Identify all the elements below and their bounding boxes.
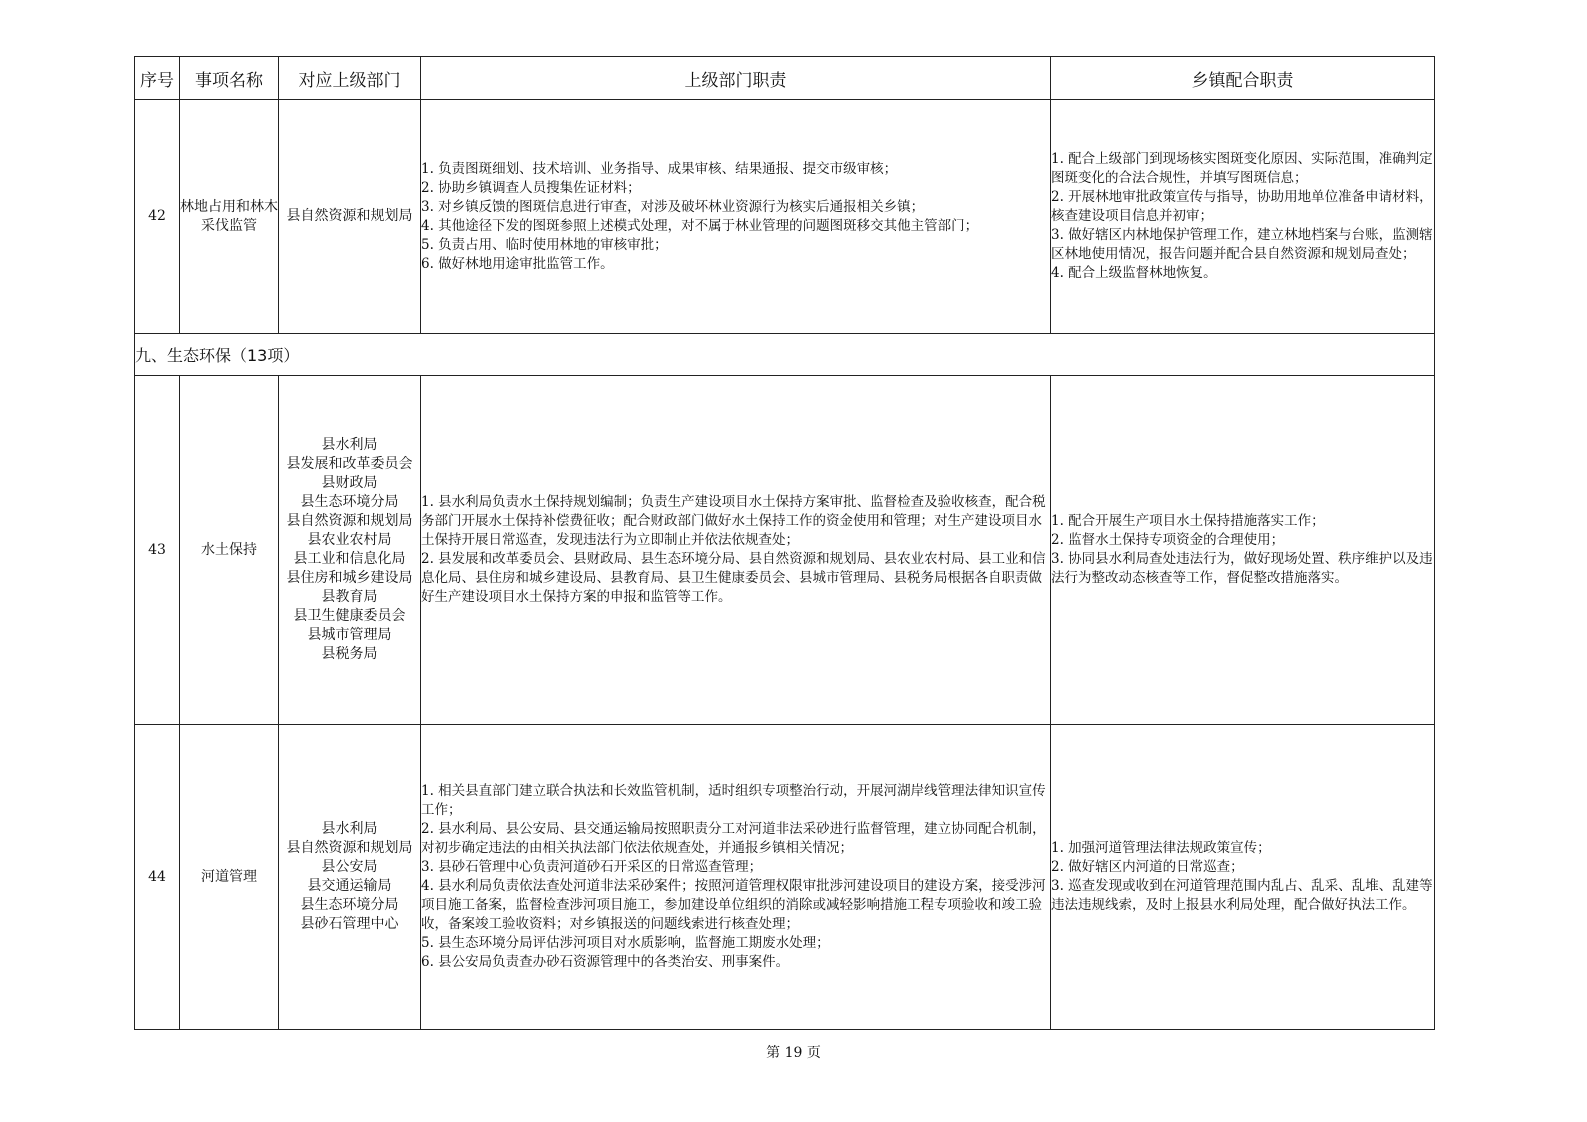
duty-line: 3. 县砂石管理中心负责河道砂石开采区的日常巡查管理；	[421, 859, 763, 875]
section-title: 九、生态环保（13项）	[135, 334, 1435, 376]
section-row	[135, 334, 1435, 376]
table-header-row	[135, 57, 1435, 100]
row-serial: 43	[135, 376, 180, 725]
department-line: 县城市管理局	[307, 627, 392, 643]
duty-line: 2. 县水利局、县公安局、县交通运输局按照职责分工对河道非法采砂进行监督管理，建立协同配合机制，对初步确定违法的由相关执法部门依法依规查处，并通报乡镇相关情况；	[421, 821, 1046, 856]
row-serial: 42	[135, 100, 180, 334]
row-item-name: 河道管理	[180, 725, 279, 1030]
duty-line: 6. 县公安局负责查办砂石资源管理中的各类治安、刑事案件。	[421, 954, 790, 970]
row-item-name: 林地占用和林木采伐监管	[180, 100, 279, 334]
duty-line: 1. 配合上级部门到现场核实图斑变化原因、实际范围，准确判定图斑变化的合法合规性，并填写图斑信息；	[1051, 151, 1433, 186]
row-departments	[279, 100, 421, 334]
row-upper-duties	[421, 100, 1051, 334]
department-line: 县水利局	[321, 437, 378, 453]
department-line: 县住房和城乡建设局	[286, 570, 413, 586]
department-line: 县生态环境分局	[300, 897, 399, 913]
row-departments	[279, 376, 421, 725]
table-row	[135, 376, 1435, 725]
duty-line: 2. 开展林地审批政策宣传与指导，协助用地单位准备申请材料，核查建设项目信息并初审；	[1051, 189, 1433, 224]
duty-line: 1. 加强河道管理法律法规政策宣传；	[1051, 840, 1271, 856]
duty-line: 2. 协助乡镇调查人员搜集佐证材料；	[421, 179, 641, 196]
header-serial: 序号	[135, 57, 180, 100]
duty-line: 5. 负责占用、临时使用林地的审核审批；	[421, 236, 668, 253]
duty-line: 3. 协同县水利局查处违法行为，做好现场处置、秩序维护以及违法行为整改动态核查等工作，督促整改措施落实。	[1051, 551, 1433, 586]
duty-line: 3. 做好辖区内林地保护管理工作，建立林地档案与台账，监测辖区林地使用情况，报告问题并配合县自然资源和规划局查处；	[1051, 227, 1433, 262]
duty-line: 6. 做好林地用途审批监管工作。	[421, 255, 614, 272]
table-row	[135, 725, 1435, 1030]
department-line: 县水利局	[321, 821, 378, 837]
header-town-duties: 乡镇配合职责	[1051, 57, 1435, 100]
header-upper-department: 对应上级部门	[279, 57, 421, 100]
department-line: 县生态环境分局	[300, 494, 399, 510]
duty-line: 3. 对乡镇反馈的图斑信息进行审查，对涉及破坏林业资源行为核实后通报相关乡镇；	[421, 198, 925, 215]
duty-line: 3. 巡查发现或收到在河道管理范围内乱占、乱采、乱堆、乱建等违法违规线索，及时上报县水利局处理，配合做好执法工作。	[1051, 878, 1433, 913]
row-upper-duties	[421, 725, 1051, 1030]
row-item-name: 水土保持	[180, 376, 279, 725]
row-town-duties	[1051, 100, 1435, 334]
department-line: 县税务局	[321, 646, 378, 662]
duty-line: 1. 配合开展生产项目水土保持措施落实工作；	[1051, 513, 1325, 529]
department-line: 县自然资源和规划局	[286, 513, 413, 529]
row-town-duties	[1051, 725, 1435, 1030]
department-line: 县发展和改革委员会	[286, 456, 413, 472]
duty-line: 2. 县发展和改革委员会、县财政局、县生态环境分局、县自然资源和规划局、县农业农村局、县工业和信息化局、县住房和城乡建设局、县教育局、县卫生健康委员会、县城市管理局、县税务局根据各自职责做好生产建设项目水土保持方案的申报和监管等工作。	[421, 551, 1046, 605]
page-number: 第 19 页	[766, 1045, 821, 1061]
duty-line: 2. 监督水土保持专项资金的合理使用；	[1051, 532, 1285, 548]
row-upper-duties	[421, 376, 1051, 725]
row-serial: 44	[135, 725, 180, 1030]
duty-line: 5. 县生态环境分局评估涉河项目对水质影响，监督施工期废水处理；	[421, 935, 830, 951]
header-item-name: 事项名称	[180, 57, 279, 100]
header-upper-duties: 上级部门职责	[421, 57, 1051, 100]
duty-line: 4. 配合上级监督林地恢复。	[1051, 265, 1217, 281]
duty-line: 1. 负责图斑细划、技术培训、业务指导、成果审核、结果通报、提交市级审核；	[421, 160, 898, 177]
department-line: 县自然资源和规划局	[286, 208, 413, 224]
duty-line: 1. 县水利局负责水土保持规划编制；负责生产建设项目水土保持方案审批、监督检查及验收核查，配合税务部门开展水土保持补偿费征收；配合财政部门做好水土保持工作的资金使用和管理；对生产建设项目水土保持开展日常巡查，发现违法行为立即制止并依法依规查处；	[421, 494, 1046, 548]
department-line: 县砂石管理中心	[300, 916, 399, 932]
department-line: 县卫生健康委员会	[293, 608, 406, 624]
responsibility-table	[134, 56, 1435, 1030]
department-line: 县自然资源和规划局	[286, 840, 413, 856]
department-line: 县农业农村局	[307, 532, 392, 548]
table-row	[135, 100, 1435, 334]
department-line: 县公安局	[321, 859, 378, 875]
department-line: 县工业和信息化局	[293, 551, 406, 567]
duty-line: 2. 做好辖区内河道的日常巡查；	[1051, 859, 1244, 875]
row-departments	[279, 725, 421, 1030]
duty-line: 4. 其他途径下发的图斑参照上述模式处理，对不属于林业管理的问题图斑移交其他主管部门；	[421, 217, 979, 234]
row-town-duties	[1051, 376, 1435, 725]
department-line: 县教育局	[321, 589, 378, 605]
department-line: 县交通运输局	[307, 878, 392, 894]
duty-line: 4. 县水利局负责依法查处河道非法采砂案件；按照河道管理权限审批涉河建设项目的建设方案，接受涉河项目施工备案，监督检查涉河项目施工，参加建设单位组织的消除或减轻影响措施工程专项验收和竣工验收，备案竣工验收资料；对乡镇报送的问题线索进行核查处理；	[421, 878, 1046, 932]
duty-line: 1. 相关县直部门建立联合执法和长效监管机制，适时组织专项整治行动，开展河湖岸线管理法律知识宣传工作；	[421, 783, 1046, 818]
department-line: 县财政局	[321, 475, 378, 491]
